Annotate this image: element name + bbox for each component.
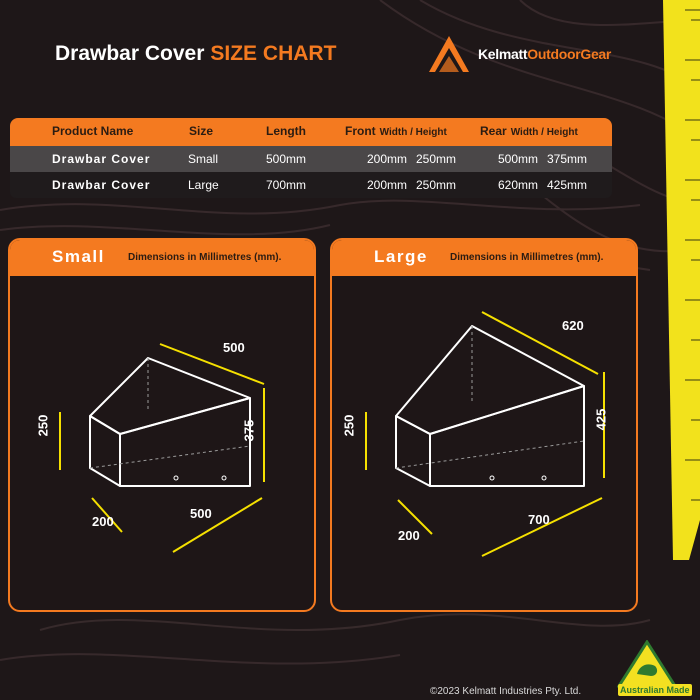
copyright-text: ©2023 Kelmatt Industries Pty. Ltd. xyxy=(430,686,582,697)
dim-rear-height: 425 xyxy=(593,408,609,431)
brand-name xyxy=(478,46,611,62)
dim-front-width: 200 xyxy=(92,514,114,529)
header-product: Product Name xyxy=(52,124,134,138)
size-table xyxy=(10,118,612,198)
dim-front-height: 250 xyxy=(341,414,357,437)
cell-length: 500mm xyxy=(266,152,307,166)
header-rear-label: Rear xyxy=(480,124,507,138)
panel-small xyxy=(8,238,316,612)
table-header xyxy=(10,118,612,146)
cell-front-height: 250mm xyxy=(416,152,457,166)
panel-header xyxy=(10,240,314,276)
cell-length: 700mm xyxy=(266,178,307,192)
header-size: Size xyxy=(189,124,214,138)
panel-note: Dimensions in Millimetres (mm). xyxy=(128,252,282,263)
dim-base-length: 500 xyxy=(190,506,212,521)
title-accent: SIZE CHART xyxy=(210,42,337,65)
header-rear xyxy=(480,124,578,138)
header-front-label: Front xyxy=(345,124,376,138)
header-rear-sub: Width / Height xyxy=(510,127,578,138)
dim-base-length: 700 xyxy=(528,512,550,527)
cell-name: Drawbar Cover xyxy=(52,178,151,192)
cell-rear-height: 425mm xyxy=(547,178,588,192)
panel-header xyxy=(332,240,636,276)
dim-rear-height: 375 xyxy=(241,419,257,442)
title-text: Drawbar Cover xyxy=(55,42,205,65)
cover-diagram-large xyxy=(332,276,636,610)
header-front-sub: Width / Height xyxy=(379,127,447,138)
cell-front-height: 250mm xyxy=(416,178,457,192)
cell-size: Large xyxy=(188,178,219,192)
cell-name: Drawbar Cover xyxy=(52,152,151,166)
australian-made-label: Australian Made xyxy=(620,685,690,695)
brand-name-secondary: OutdoorGear xyxy=(527,46,612,62)
cell-size: Small xyxy=(188,152,219,166)
panel-large xyxy=(330,238,638,612)
panel-note: Dimensions in Millimetres (mm). xyxy=(450,252,604,263)
header-front xyxy=(345,124,447,138)
panel-title: Small xyxy=(52,247,105,266)
cell-rear-height: 375mm xyxy=(547,152,588,166)
measuring-tape-icon xyxy=(655,0,700,560)
header-length: Length xyxy=(266,124,306,138)
brand-name-primary: Kelmatt xyxy=(478,46,528,62)
dim-front-height: 250 xyxy=(35,414,51,437)
cell-front-width: 200mm xyxy=(367,178,408,192)
dim-top-length: 620 xyxy=(562,318,584,333)
cell-rear-width: 620mm xyxy=(498,178,539,192)
cover-diagram-small xyxy=(10,276,314,610)
page-title xyxy=(55,42,336,66)
panel-title: Large xyxy=(374,247,428,266)
dim-top-length: 500 xyxy=(223,340,245,355)
dim-front-width: 200 xyxy=(398,528,420,543)
table-row xyxy=(10,172,612,198)
cell-front-width: 200mm xyxy=(367,152,408,166)
cell-rear-width: 500mm xyxy=(498,152,539,166)
table-row xyxy=(10,146,612,172)
